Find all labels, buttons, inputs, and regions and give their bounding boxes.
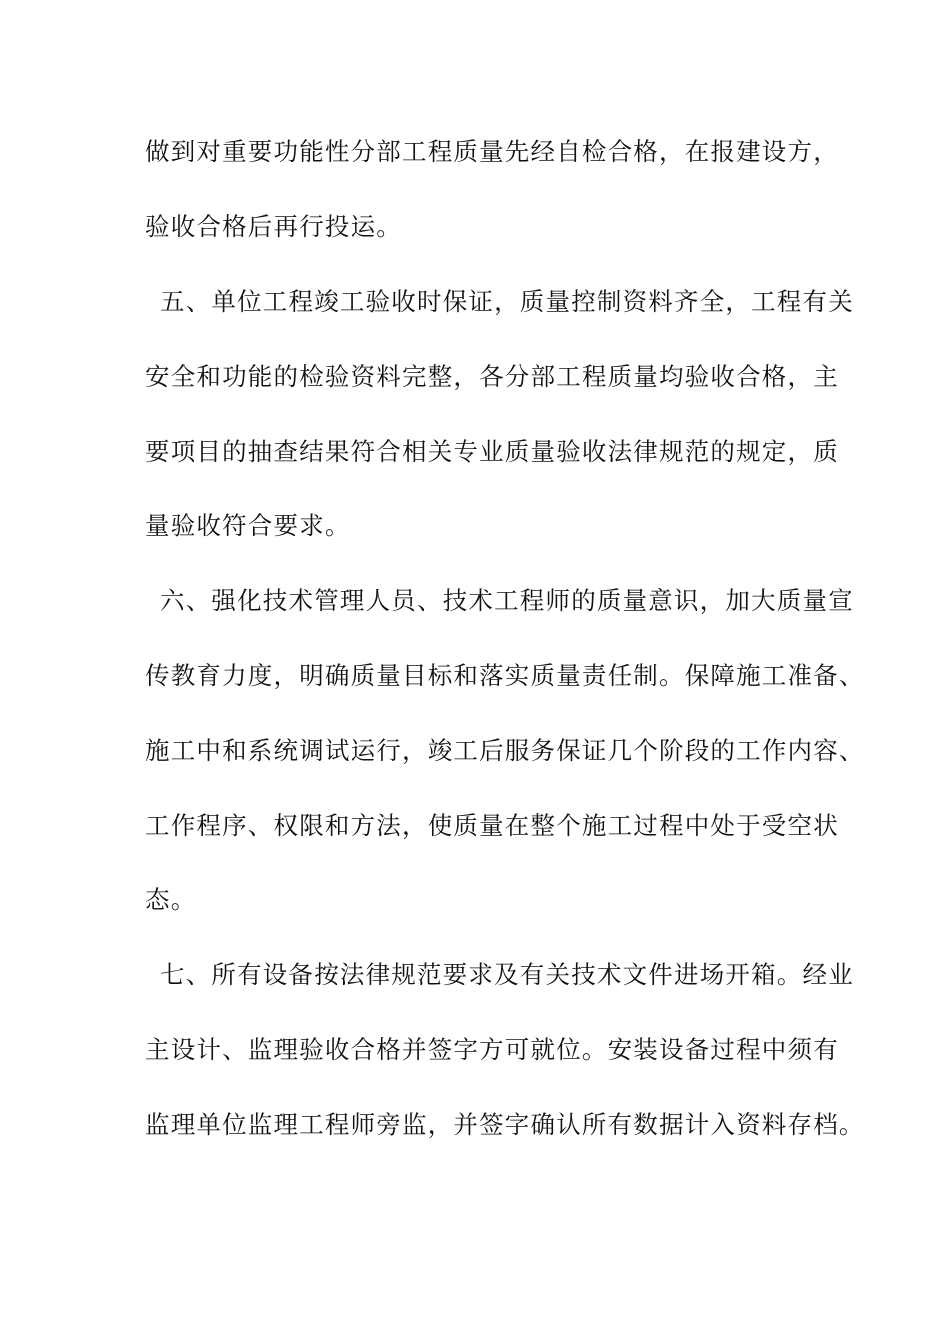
text-line: 工作程序、权限和方法，使质量在整个施工过程中处于受空状: [145, 811, 839, 840]
text-line: 做到对重要功能性分部工程质量先经自检合格，在报建设方，: [145, 137, 839, 166]
section-six-heading-line: 六、强化技术管理人员、技术工程师的质量意识，加大质量宣: [160, 586, 854, 615]
text-line: 态。: [145, 885, 197, 914]
text-line: 传教育力度，明确质量目标和落实质量责任制。保障施工准备、: [145, 661, 865, 690]
text-line: 监理单位监理工程师旁监，并签字确认所有数据计入资料存档。: [145, 1110, 865, 1139]
text-line: 要项目的抽查结果符合相关专业质量验收法律规范的规定，质: [145, 437, 839, 466]
section-seven-heading-line: 七、所有设备按法律规范要求及有关技术文件进场开箱。经业: [160, 960, 854, 989]
text-line: 安全和功能的检验资料完整，各分部工程质量均验收合格，主: [145, 362, 839, 391]
text-line: 量验收符合要求。: [145, 511, 351, 540]
section-five-heading-line: 五、单位工程竣工验收时保证，质量控制资料齐全，工程有关: [160, 287, 854, 316]
text-line: 主设计、监理验收合格并签字方可就位。安装设备过程中须有: [145, 1035, 839, 1064]
text-line: 施工中和系统调试运行，竣工后服务保证几个阶段的工作内容、: [145, 736, 865, 765]
text-line: 验收合格后再行投运。: [145, 212, 402, 241]
